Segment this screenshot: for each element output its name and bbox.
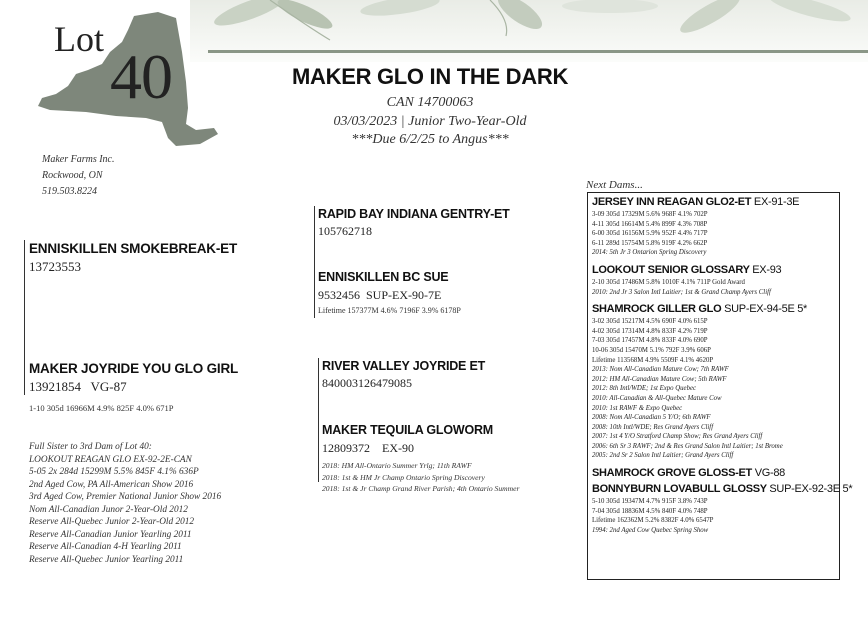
- note-line: 5-05 2x 284d 15299M 5.5% 845F 4.1% 636P: [29, 467, 199, 477]
- next-dam-entry: [592, 467, 835, 479]
- sire-sire-name: RAPID BAY INDIANA GENTRY-ET: [318, 207, 510, 221]
- dam-sire-reg: 840003126479085: [322, 376, 412, 390]
- animal-title: MAKER GLO IN THE DARK: [292, 64, 569, 89]
- next-dam-record-line: 2007: 1st 4 Y/O Stratford Champ Show; Res Grand Ayers Cliff: [592, 433, 763, 441]
- registration-number: CAN 14700063: [386, 95, 474, 110]
- notes-block: [29, 441, 221, 566]
- next-dam-name: [592, 483, 853, 496]
- award-line: 2018: 1st & Jr Champ Grand River Parish; 4th Ontario Summer: [322, 484, 520, 493]
- next-dams-label: Next Dams...: [586, 179, 643, 191]
- pedigree-bracket-left: [24, 240, 25, 395]
- next-dam-record-line: 2-10 305d 17486M 5.8% 1010F 4.1% 711P Gold Award: [592, 278, 745, 286]
- next-dam-record-line: 2006: 6th Sr 3 RAWF; 2nd & Res Grand Salon Intl Laitier; 1st Brome: [592, 442, 783, 450]
- next-dams-box: [587, 192, 853, 580]
- next-dam-record-line: 6-00 305d 16156M 5.9% 952F 4.4% 717P: [592, 230, 708, 238]
- next-dam-record-line: 3-02 305d 15217M 4.5% 690F 4.0% 615P: [592, 318, 708, 326]
- lot-label: Lot: [54, 19, 104, 59]
- next-dam-name-text: JERSEY INN REAGAN GLO2-ET: [592, 196, 754, 208]
- note-line: Reserve All-Canadian Junior Yearling 2011: [29, 529, 192, 540]
- note-line: 3rd Aged Cow, Premier National Junior Show 2016: [29, 492, 222, 502]
- next-dam-entry: [592, 483, 853, 535]
- next-dam-record-line: 2008: 10th Intl/WDE; Res Grand Ayers Cliff: [592, 423, 714, 431]
- breeder-phone: 519.503.8224: [42, 186, 97, 197]
- dam-record: 1-10 305d 16966M 4.9% 825F 4.0% 671P: [29, 403, 174, 413]
- next-dam-record-line: 7-03 305d 17457M 4.8% 833F 4.0% 690P: [592, 337, 708, 345]
- next-dam-record-line: 2013: Nom All-Canadian Mature Cow; 7th RAWF: [592, 366, 729, 374]
- next-dam-name: [592, 303, 835, 315]
- dam-dam-reg: 12809372 EX-90: [322, 441, 414, 455]
- next-dam-classification: SUP-EX-94-5E 5*: [724, 303, 808, 316]
- next-dam-record-line: 6-11 289d 15754M 5.8% 919F 4.2% 662P: [592, 239, 708, 247]
- next-dam-record-line: 5-10 305d 19347M 4.7% 915F 3.8% 743P: [592, 498, 708, 506]
- next-dam-record-line: 2010: All-Canadian & All-Quebec Mature Cow: [592, 394, 722, 402]
- breeder-info: [42, 152, 114, 200]
- next-dam-record-line: 2008: Nom All-Canadian 5 Y/O; 6th RAWF: [592, 414, 711, 422]
- next-dam-record-line: 2012: HM All-Canadian Mature Cow; 5th RAWF: [592, 375, 727, 383]
- next-dam-name-text: SHAMROCK GROVE GLOSS-ET: [592, 467, 755, 480]
- next-dam-classification: SUP-EX-92-3E 5*: [769, 483, 853, 496]
- next-dam-record-line: 1994: 2nd Aged Cow Quebec Spring Show: [592, 526, 709, 534]
- birth-and-class: 03/03/2023 | Junior Two-Year-Old: [333, 114, 527, 129]
- next-dam-entry: [592, 196, 835, 258]
- sire-dam-reg: 9532456 SUP-EX-90-7E: [318, 288, 442, 302]
- note-line: Nom All-Canadian Junor 2-Year-Old 2012: [29, 504, 188, 515]
- next-dam-record-line: 2010: 1st RAWF & Expo Quebec: [592, 404, 683, 412]
- next-dam-record-line: Lifetime 162362M 5.2% 8382F 4.0% 6547P: [592, 517, 714, 525]
- next-dam-name-text: BONNYBURN LOVABULL GLOSSY: [592, 483, 770, 496]
- note-line: Reserve All-Quebec Junior Yearling 2011: [29, 554, 184, 565]
- sire-sire-reg: 105762718: [318, 224, 372, 238]
- next-dam-record-line: 4-11 305d 16614M 5.4% 899F 4.3% 708P: [592, 220, 708, 228]
- next-dam-record-line: 2010: 2nd Jr 3 Salon Intl Laitier; 1st & Grand Champ Ayers Cliff: [592, 288, 771, 296]
- note-line: LOOKOUT REAGAN GLO EX-92-2E-CAN: [29, 454, 192, 465]
- award-line: 2018: 1st & HM Jr Champ Ontario Spring Discovery: [322, 472, 485, 482]
- next-dam-classification: EX-93: [752, 263, 782, 276]
- pedigree-bracket-sire: [314, 206, 315, 318]
- next-dam-record-line: 10-06 305d 15470M 5.1% 792F 3.9% 606P: [592, 346, 711, 354]
- note-line: Reserve All-Canadian 4-H Yearling 2011: [29, 542, 182, 552]
- pedigree-bracket-dam: [318, 358, 319, 482]
- due-date: ***Due 6/2/25 to Angus***: [351, 132, 509, 147]
- next-dam-record-line: Lifetime 113568M 4.9% 5509F 4.1% 4620P: [592, 356, 714, 364]
- sire-name: ENNISKILLEN SMOKEBREAK-ET: [29, 241, 238, 256]
- next-dam-name: [592, 196, 835, 208]
- dam-dam-awards: [322, 460, 519, 495]
- next-dam-record-line: 4-02 305d 17314M 4.8% 833F 4.2% 719P: [592, 327, 708, 335]
- sire-dam-record: Lifetime 157377M 4.6% 7196F 3.9% 6178P: [318, 306, 461, 315]
- sire-dam-name: ENNISKILLEN BC SUE: [318, 270, 449, 284]
- note-line: Full Sister to 3rd Dam of Lot 40:: [29, 442, 152, 452]
- breeder-location: Rockwood, ON: [42, 170, 103, 181]
- next-dam-record-line: 2014: 5th Jr 3 Ontarion Spring Discovery: [592, 249, 707, 257]
- note-line: 2nd Aged Cow, PA All-American Show 2016: [29, 479, 194, 490]
- dam-reg: 13921854 VG-87: [29, 379, 127, 394]
- next-dam-classification: EX-91-3E: [753, 196, 800, 208]
- next-dam-record-line: 2012: 8th Intl/WDE; 1st Expo Quebec: [592, 385, 697, 393]
- header-rule: [208, 50, 868, 53]
- next-dam-record-line: 3-09 305d 17329M 5.6% 968F 4.1% 702P: [592, 211, 708, 218]
- next-dam-classification: VG-88: [754, 467, 785, 480]
- next-dam-name-text: LOOKOUT SENIOR GLOSSARY: [592, 263, 753, 276]
- dam-dam-name: MAKER TEQUILA GLOWORM: [322, 423, 494, 437]
- next-dam-record-line: 7-04 305d 18836M 4.5% 840F 4.0% 748P: [592, 507, 708, 515]
- lot-number: 40: [110, 41, 172, 112]
- sire-reg: 13723553: [29, 259, 81, 274]
- award-line: 2018: HM All-Ontario Summer Yrlg; 11th RAWF: [322, 461, 472, 470]
- next-dam-name-text: SHAMROCK GILLER GLO: [592, 303, 725, 316]
- next-dam-entry: [592, 264, 835, 297]
- dam-name: MAKER JOYRIDE YOU GLO GIRL: [29, 361, 239, 376]
- dam-sire-name: RIVER VALLEY JOYRIDE ET: [322, 359, 486, 373]
- next-dam-record-line: 2005: 2nd Sr 2 Salon Intl Laitier; Grand Ayers Cliff: [592, 452, 734, 460]
- next-dam-name: [592, 264, 835, 276]
- breeder-name: Maker Farms Inc.: [42, 154, 115, 165]
- note-line: Reserve All-Quebec Junior 2-Year-Old 2012: [29, 517, 195, 527]
- next-dam-name: [592, 467, 835, 479]
- next-dam-entry: [592, 303, 835, 461]
